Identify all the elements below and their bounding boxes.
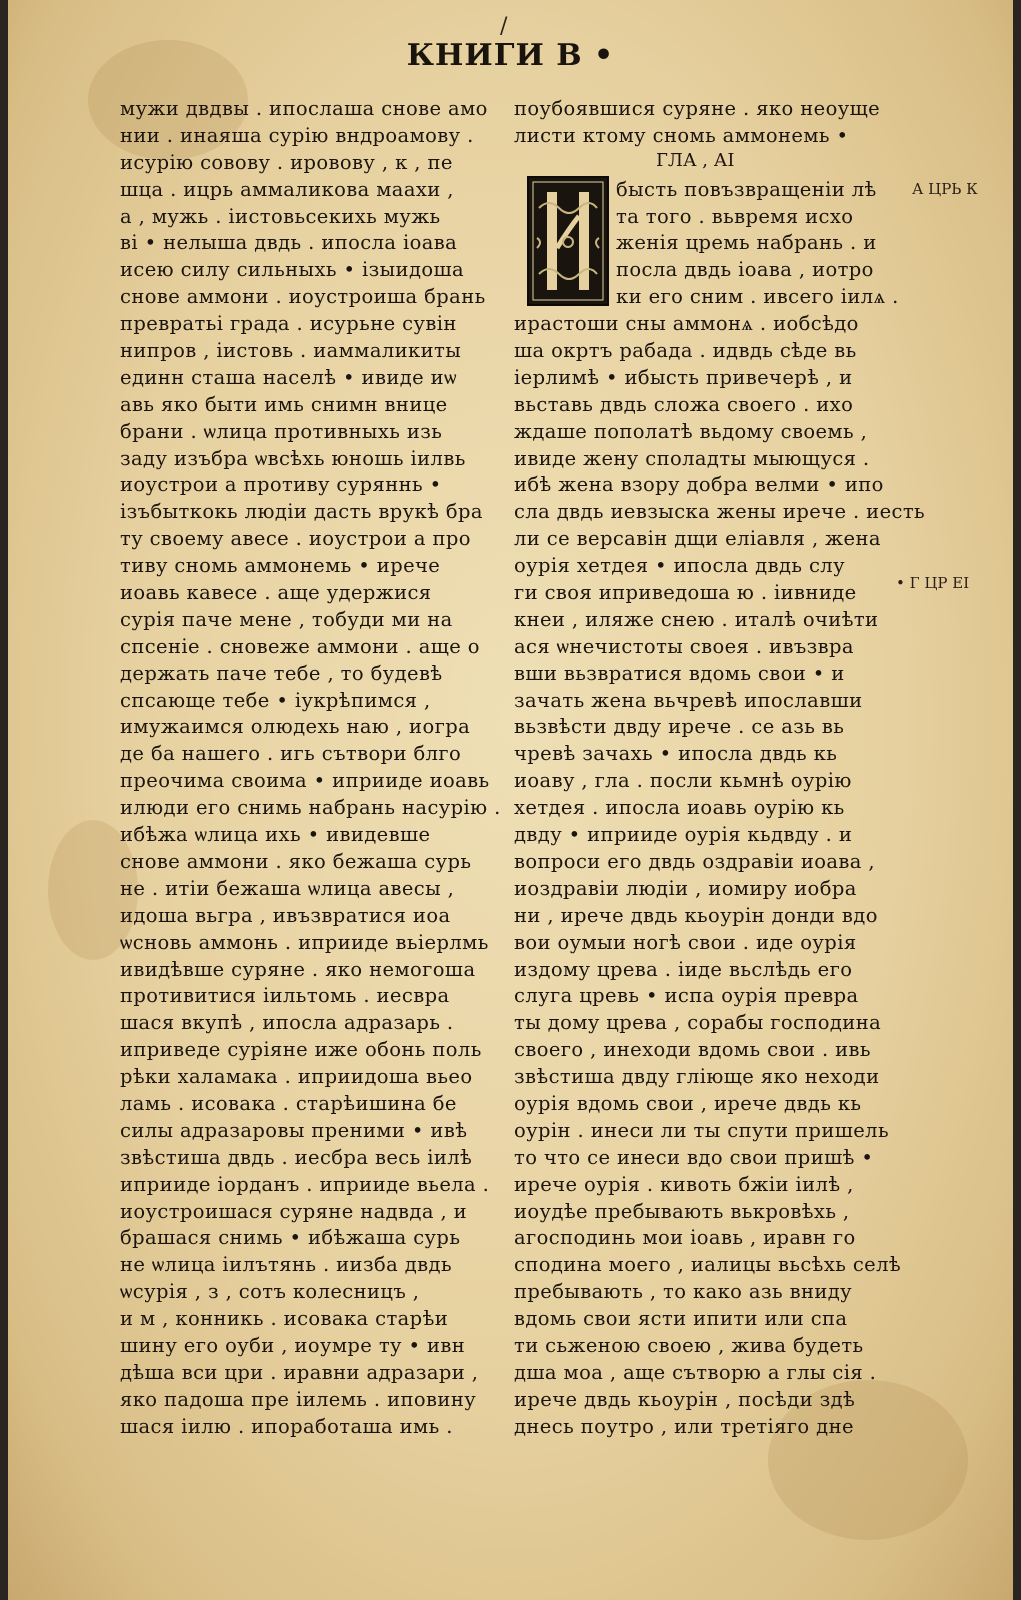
text-line: ізъбыткокь людіи дасть врукѣ бра — [120, 500, 483, 524]
text-line: иприиде іорданъ . иприиде вьела . — [120, 1172, 490, 1196]
text-line: ти сьженою своею , жива будеть — [514, 1333, 864, 1357]
text-line: зачать жена вьчревѣ ипославши — [514, 688, 863, 712]
text-line: преочима своима • иприиде иоавь — [120, 769, 490, 793]
text-line: авь яко быти имь снимн внице — [120, 392, 448, 416]
text-line: поубоявшися суряне . яко неоуще — [514, 97, 881, 120]
text-line: ася ѡнечистоты своея . ивъзвра — [514, 634, 854, 658]
text-line: ли се версавін дщи еліавля , жена — [514, 527, 881, 551]
text-line: не . итіи бежаша ѡлица авесы , — [120, 876, 455, 900]
text-line: звѣстиша двдь . иесбра весь іилѣ — [120, 1145, 473, 1169]
text-line: ивиде жену споладты мыющуся . — [514, 446, 870, 470]
text-line: имужаимся олюдехь наю , иогра — [120, 715, 471, 739]
text-line: сурія паче мене , тобуди ми на — [120, 607, 453, 631]
text-line: оурія хетдея • ипосла двдь слу — [514, 554, 845, 578]
text-line: ирече оурія . кивоть бжіи іилѣ , — [514, 1172, 854, 1196]
text-line: шину его оуби , иоумре ту • ивн — [120, 1333, 466, 1357]
text-line: ждаше пополатѣ вьдому своемь , — [514, 419, 868, 443]
text-line: женія цремь набрань . и — [616, 231, 877, 255]
text-line: вдомь свои ясти ипити или спа — [514, 1307, 848, 1331]
text-line: не ѡлица іилътянь . иизба двдь — [120, 1253, 452, 1277]
folio-mark: / — [500, 14, 508, 39]
text-line: ни , ирече двдь кьоурін донди вдо — [514, 903, 878, 927]
text-line: оурін . инеси ли ты спути пришель — [514, 1118, 889, 1142]
text-line: двду • иприиде оурія кьдвду . и — [514, 823, 853, 847]
margin-note: • Г ЦР ЕІ — [896, 574, 970, 592]
text-line: противитися іильтомь . иесвра — [120, 984, 450, 1008]
text-line: иоаву , гла . посли кьмнѣ оурію — [514, 769, 852, 793]
text-line: листи ктому сномь аммонемь • — [514, 123, 849, 147]
text-line: ві • нелыша двдь . ипосла іоава — [120, 231, 458, 255]
text-line: шца . ицрь аммаликова маахи , — [120, 177, 454, 201]
text-line: днесь поутро , или третіяго дне — [514, 1414, 854, 1438]
text-line: вои оумыи ногѣ свои . иде оурія — [514, 930, 857, 954]
text-line: сподина моего , иалицы вьсѣхь селѣ — [514, 1253, 902, 1277]
text-line: нипров , іистовь . иаммаликиты — [120, 339, 462, 363]
text-line: хетдея . ипосла иоавь оурію кь — [514, 796, 845, 820]
text-line: ибѣ жена взору добра велми • ипо — [514, 473, 884, 497]
text-line: ки его сним . ивсего іилѧ . — [616, 285, 899, 309]
text-line: нии . инаяша сурію вндроамову . — [120, 123, 474, 147]
text-line: тиву сномь аммонемь • ирече — [120, 554, 441, 578]
text-line: дѣша вси цри . иравни адразари , — [120, 1360, 479, 1384]
text-line: брани . ѡлица противныхь изь — [120, 419, 443, 443]
text-line: шася вкупѣ , ипосла адразарь . — [120, 1011, 454, 1035]
text-line: ты дому црева , сорабы господина — [514, 1011, 882, 1035]
text-line: то что се инеси вдо свои пришѣ • — [514, 1145, 874, 1169]
text-line: издому црева . іиде вьслѣдь его — [514, 957, 853, 981]
book-page — [8, 0, 1013, 1600]
text-line: шася іилю . ипоработаша имь . — [120, 1414, 453, 1438]
text-line: исею силу сильныхь • ізыидоша — [120, 258, 465, 282]
text-line: а , мужь . іистовьсекихь мужь — [120, 204, 441, 228]
text-line: иоавь кавесе . аще удержися — [120, 581, 432, 605]
text-line: единн сташа населѣ • ивиде иѡ — [120, 365, 457, 389]
text-line: вопроси его двдь оздравіи иоава , — [514, 849, 876, 873]
text-line: та того . вьвремя исхо — [616, 204, 854, 228]
text-line: идоша вьгра , ивъзвратися иоа — [120, 903, 451, 927]
text-line: держать паче тебе , то будевѣ — [120, 661, 443, 685]
text-line: дша моа , аще сътворю а глы сія . — [514, 1360, 877, 1384]
decorated-initial-icon — [527, 176, 609, 306]
text-line: снове аммони . яко бежаша сурь — [120, 849, 472, 873]
text-line: снове аммони . иоустроиша брань — [120, 285, 486, 309]
text-line: де ба нашего . игь сътвори блго — [120, 742, 462, 766]
text-line: ирече двдь кьоурін , посѣди здѣ — [514, 1387, 856, 1411]
text-line: исурію совову . ировову , к , пе — [120, 150, 453, 174]
running-head: КНИГИ В • — [406, 38, 615, 73]
left-text-column — [120, 96, 501, 1441]
text-line: слуга цревь • испа оурія превра — [514, 984, 859, 1008]
text-line: вши вьзвратися вдомь свои • и — [514, 661, 845, 685]
text-line: ибѣжа ѡлица ихь • ивидевше — [120, 823, 431, 847]
text-line: иоздравіи людіи , иомиру иобра — [514, 876, 857, 900]
text-line: ивидѣвше суряне . яко немогоша — [120, 957, 476, 981]
chapter-heading: ГЛА , АІ — [656, 150, 735, 171]
text-line: спсеніе . сновеже аммони . аще о — [120, 634, 480, 658]
text-line: оурія вдомь свои , ирече двдь кь — [514, 1091, 862, 1115]
text-line: иприведе суріяне иже обонь поль — [120, 1038, 482, 1062]
text-line: посла двдь іоава , иотро — [616, 258, 874, 282]
text-line: мужи двдвы . ипослаша снове амо — [120, 97, 488, 120]
text-line: ламь . исовака . старѣишина бе — [120, 1091, 457, 1115]
text-line: бысть повъзвращеніи лѣ — [616, 177, 877, 201]
text-line: брашася снимь • ибѣжаша сурь — [120, 1226, 461, 1250]
text-line: и м , конникь . исовака старѣи — [120, 1307, 449, 1331]
text-line: превратьі града . исурьне сувін — [120, 312, 457, 336]
margin-note: А ЦРЬ К — [912, 180, 978, 198]
text-line: заду изъбра ѡвсѣхь юношь іилвь — [120, 446, 466, 470]
text-line: іерлимѣ • ибысть привечерѣ , и — [514, 365, 853, 389]
text-line: ша окртъ рабада . идвдь сѣде вь — [514, 339, 857, 363]
text-line: рѣки халамака . иприидоша вьео — [120, 1065, 473, 1089]
text-line: сла двдь иевзыска жены ирече . иесть — [514, 500, 926, 524]
text-line: иоустроишася суряне надвда , и — [120, 1199, 468, 1223]
text-line: ѡсурія , з , сотъ колесницъ , — [120, 1280, 420, 1304]
text-line: агосподинь мои іоавь , иравн го — [514, 1226, 856, 1250]
text-line: яко падоша пре іилемь . иповину — [120, 1387, 477, 1411]
text-line: ирастоши сны аммонѧ . иобсѣдо — [514, 312, 859, 336]
text-line: илюди его снимь набрань насурію . — [120, 796, 501, 820]
text-line: иоудѣе пребывають вькровѣхь , — [514, 1199, 850, 1223]
text-line: ги своя иприведоша ю . іивниде — [514, 581, 857, 605]
text-line: вьзвѣсти двду ирече . се азь вь — [514, 715, 845, 739]
text-line: иоустрои а противу суряннь • — [120, 473, 442, 497]
text-line: своего , инеходи вдомь свои . ивь — [514, 1038, 871, 1062]
text-line: чревѣ зачахь • ипосла двдь кь — [514, 742, 838, 766]
text-line: пребывають , то како азь вниду — [514, 1280, 853, 1304]
text-line: вьставь двдь сложа своего . ихо — [514, 392, 854, 416]
text-line: спсающе тебе • іукрѣпимся , — [120, 688, 431, 712]
text-line: звѣстиша двду гліюще яко неходи — [514, 1065, 880, 1089]
text-line: ту своему авесе . иоустрои а про — [120, 527, 471, 551]
text-line: силы адразаровы преними • ивѣ — [120, 1118, 468, 1142]
text-line: кнеи , иляже снею . италѣ очиѣти — [514, 607, 879, 631]
text-line: ѡсновь аммонь . иприиде вьіерлмь — [120, 930, 489, 954]
